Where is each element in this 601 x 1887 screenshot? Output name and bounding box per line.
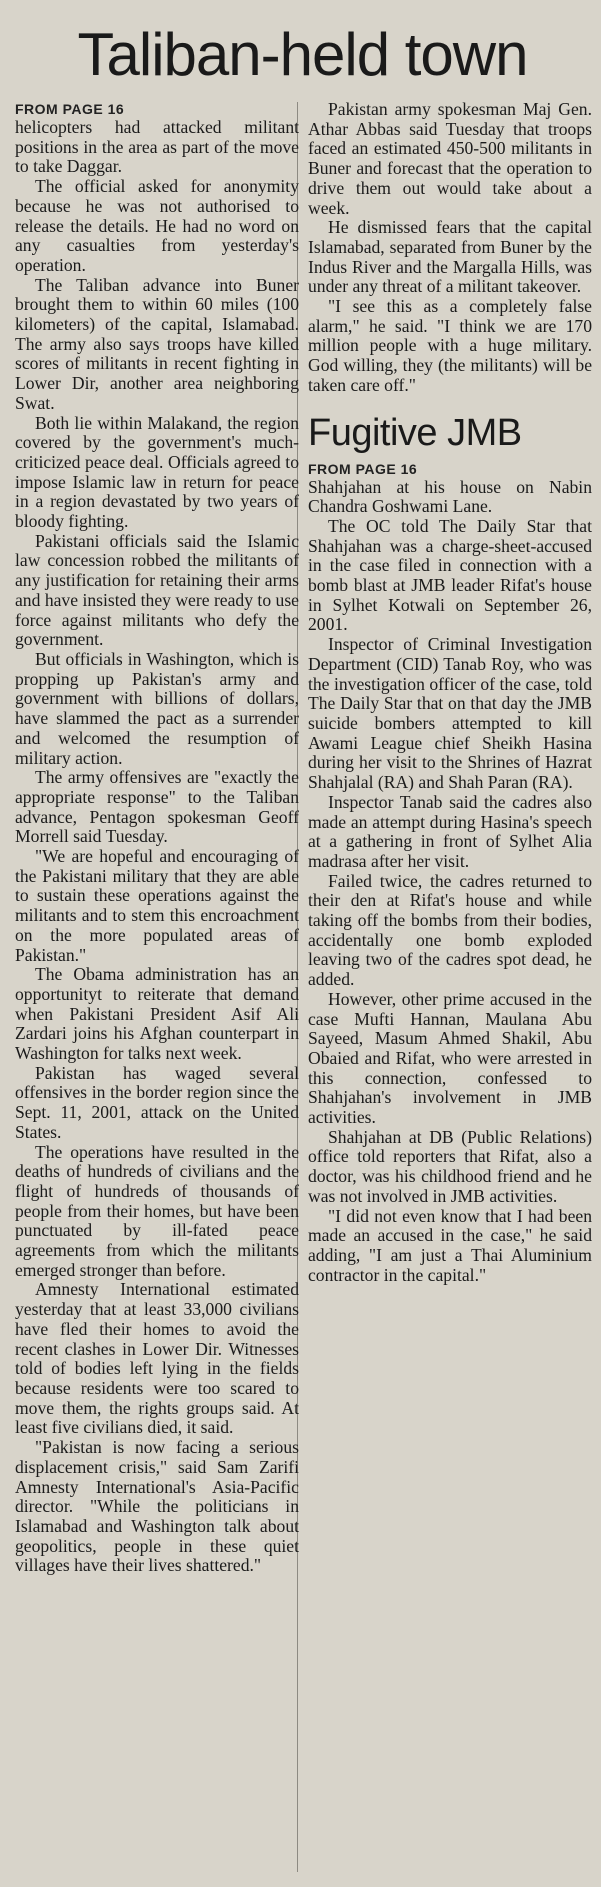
story1-paragraph: "Pakistan is now facing a serious displacement crisis," said Sam Zarifi Amnesty International's Asia-Pacific director. "While the politicians in Islamabad and Washington talk about geopolitics, people in these quiet villages have their lives shattered." [15, 1437, 299, 1576]
story2-paragraph: Failed twice, the cadres returned to their den at Rifat's house and while taking off the bombs from their bodies, accidentally one bomb exploded leaving two of the cadres spot dead, he added. [308, 870, 592, 990]
story2-paragraph: Inspector of Criminal Investigation Department (CID) Tanab Roy, who was the investigation officer of the case, told The Daily Star that on that day the JMB suicide bombers attempted to kill Awami League chief Sheikh Hasina during her visit to the Shrines of Hazrat Shahjalal (RA) and Shah Paran (RA). [308, 634, 592, 793]
story1-paragraph: Both lie within Malakand, the region covered by the government's much-criticized peace deal. Officials agreed to impose Islamic law in return for peace in a region devastated by two years of bloody fighting. [15, 412, 299, 532]
story1-paragraph: The army offensives are "exactly the appropriate response" to the Taliban advance, Pentagon spokesman Geoff Morrell said Tuesday. [15, 767, 299, 847]
story1-paragraph: Pakistani officials said the Islamic law concession robbed the militants of any justification for retaining their arms and have insisted they were ready to use force against militants who defy the government. [15, 530, 299, 650]
story1-paragraph: The official asked for anonymity because he was not authorised to release the details. He had no word on any casualties from yesterday's operation. [15, 176, 299, 275]
story1-paragraph: helicopters had attacked militant positions in the area as part of the move to take Daggar. [15, 117, 299, 177]
story2-headline: Fugitive JMB [308, 411, 522, 454]
story2-paragraph: Shahjahan at DB (Public Relations) office told reporters that Rifat, also a doctor, was his childhood friend and he was not involved in JMB activities. [308, 1126, 592, 1206]
story1-paragraph: But officials in Washington, which is propping up Pakistan's army and government with billions of dollars, have slammed the pact as a surrender and welcomed the resumption of military action. [15, 648, 299, 768]
story2-paragraph: Inspector Tanab said the cadres also made an attempt during Hasina's speech at a gathering in front of Sylhet Alia madrasa after her visit. [308, 791, 592, 871]
story2-paragraph: "I did not even know that I had been made an accused in the case," he said adding, "I am just a Thai Aluminium contractor in the capital." [308, 1205, 592, 1285]
story1-paragraph: "We are hopeful and encouraging of the Pakistani military that they are able to sustain these operations against the militants and to stem this encroachment on the more populated areas of Pakistan." [15, 846, 299, 965]
story2-paragraph: However, other prime accused in the case Mufti Hannan, Maulana Abu Sayeed, Masum Ahmed Shakil, Abu Obaied and Rifat, who were arrested in this connection, confessed to Shahjahan's involvement in JMB activities. [308, 988, 592, 1128]
story1-paragraph: The Taliban advance into Buner brought them to within 60 miles (100 kilometers) of the capital, Islamabad. The army also says troops have killed scores of militants in recent fighting in Lower Dir, another area neighboring Swat. [15, 274, 299, 413]
story2-paragraph: Shahjahan at his house on Nabin Chandra Goshwami Lane. [308, 476, 592, 517]
story1-from-page: FROM PAGE 16 [15, 101, 125, 117]
right-column [308, 100, 592, 1285]
story2-from-page: FROM PAGE 16 [308, 460, 418, 477]
left-column [15, 100, 299, 1576]
story1-paragraph: Amnesty International estimated yesterday that at least 33,000 civilians have fled their homes to avoid the recent clashes in Lower Dir. Witnesses told of bodies left lying in the fields because residents were too scared to move them, the rights groups said. At least five civilians died, it said. [15, 1279, 299, 1438]
story1-paragraph: "I see this as a completely false alarm," he said. "I think we are 170 million people with a huge military. God willing, they (the militants) will be taken care off." [308, 296, 592, 395]
story1-paragraph: Pakistan army spokesman Maj Gen. Athar Abbas said Tuesday that troops faced an estimated 450-500 militants in Buner and forecast that the operation to drive them out would take about a week. [308, 99, 592, 218]
story1-paragraph: The Obama administration has an opportunityt to reiterate that demand when Pakistani President Asif Ali Zardari joins his Afghan counterpart in Washington for talks next week. [15, 964, 299, 1064]
story1-paragraph: He dismissed fears that the capital Islamabad, separated from Buner by the Indus River and the Margalla Hills, was under any threat of a militant takeover. [308, 217, 592, 297]
story1-paragraph: The operations have resulted in the deaths of hundreds of civilians and the flight of hundreds of thousands of people from their homes, but have been punctuated by ill-fated peace agreements from which the militants emerged stronger than before. [15, 1141, 299, 1280]
main-headline: Taliban-held town [77, 21, 528, 88]
story2-paragraph: The OC told The Daily Star that Shahjahan was a charge-sheet-accused in the case filed in connection with a bomb blast at JMB leader Rifat's house in Sylhet Kotwali on September 26, 2001. [308, 515, 592, 635]
story1-paragraph: Pakistan has waged several offensives in the border region since the Sept. 11, 2001, attack on the United States. [15, 1062, 299, 1142]
